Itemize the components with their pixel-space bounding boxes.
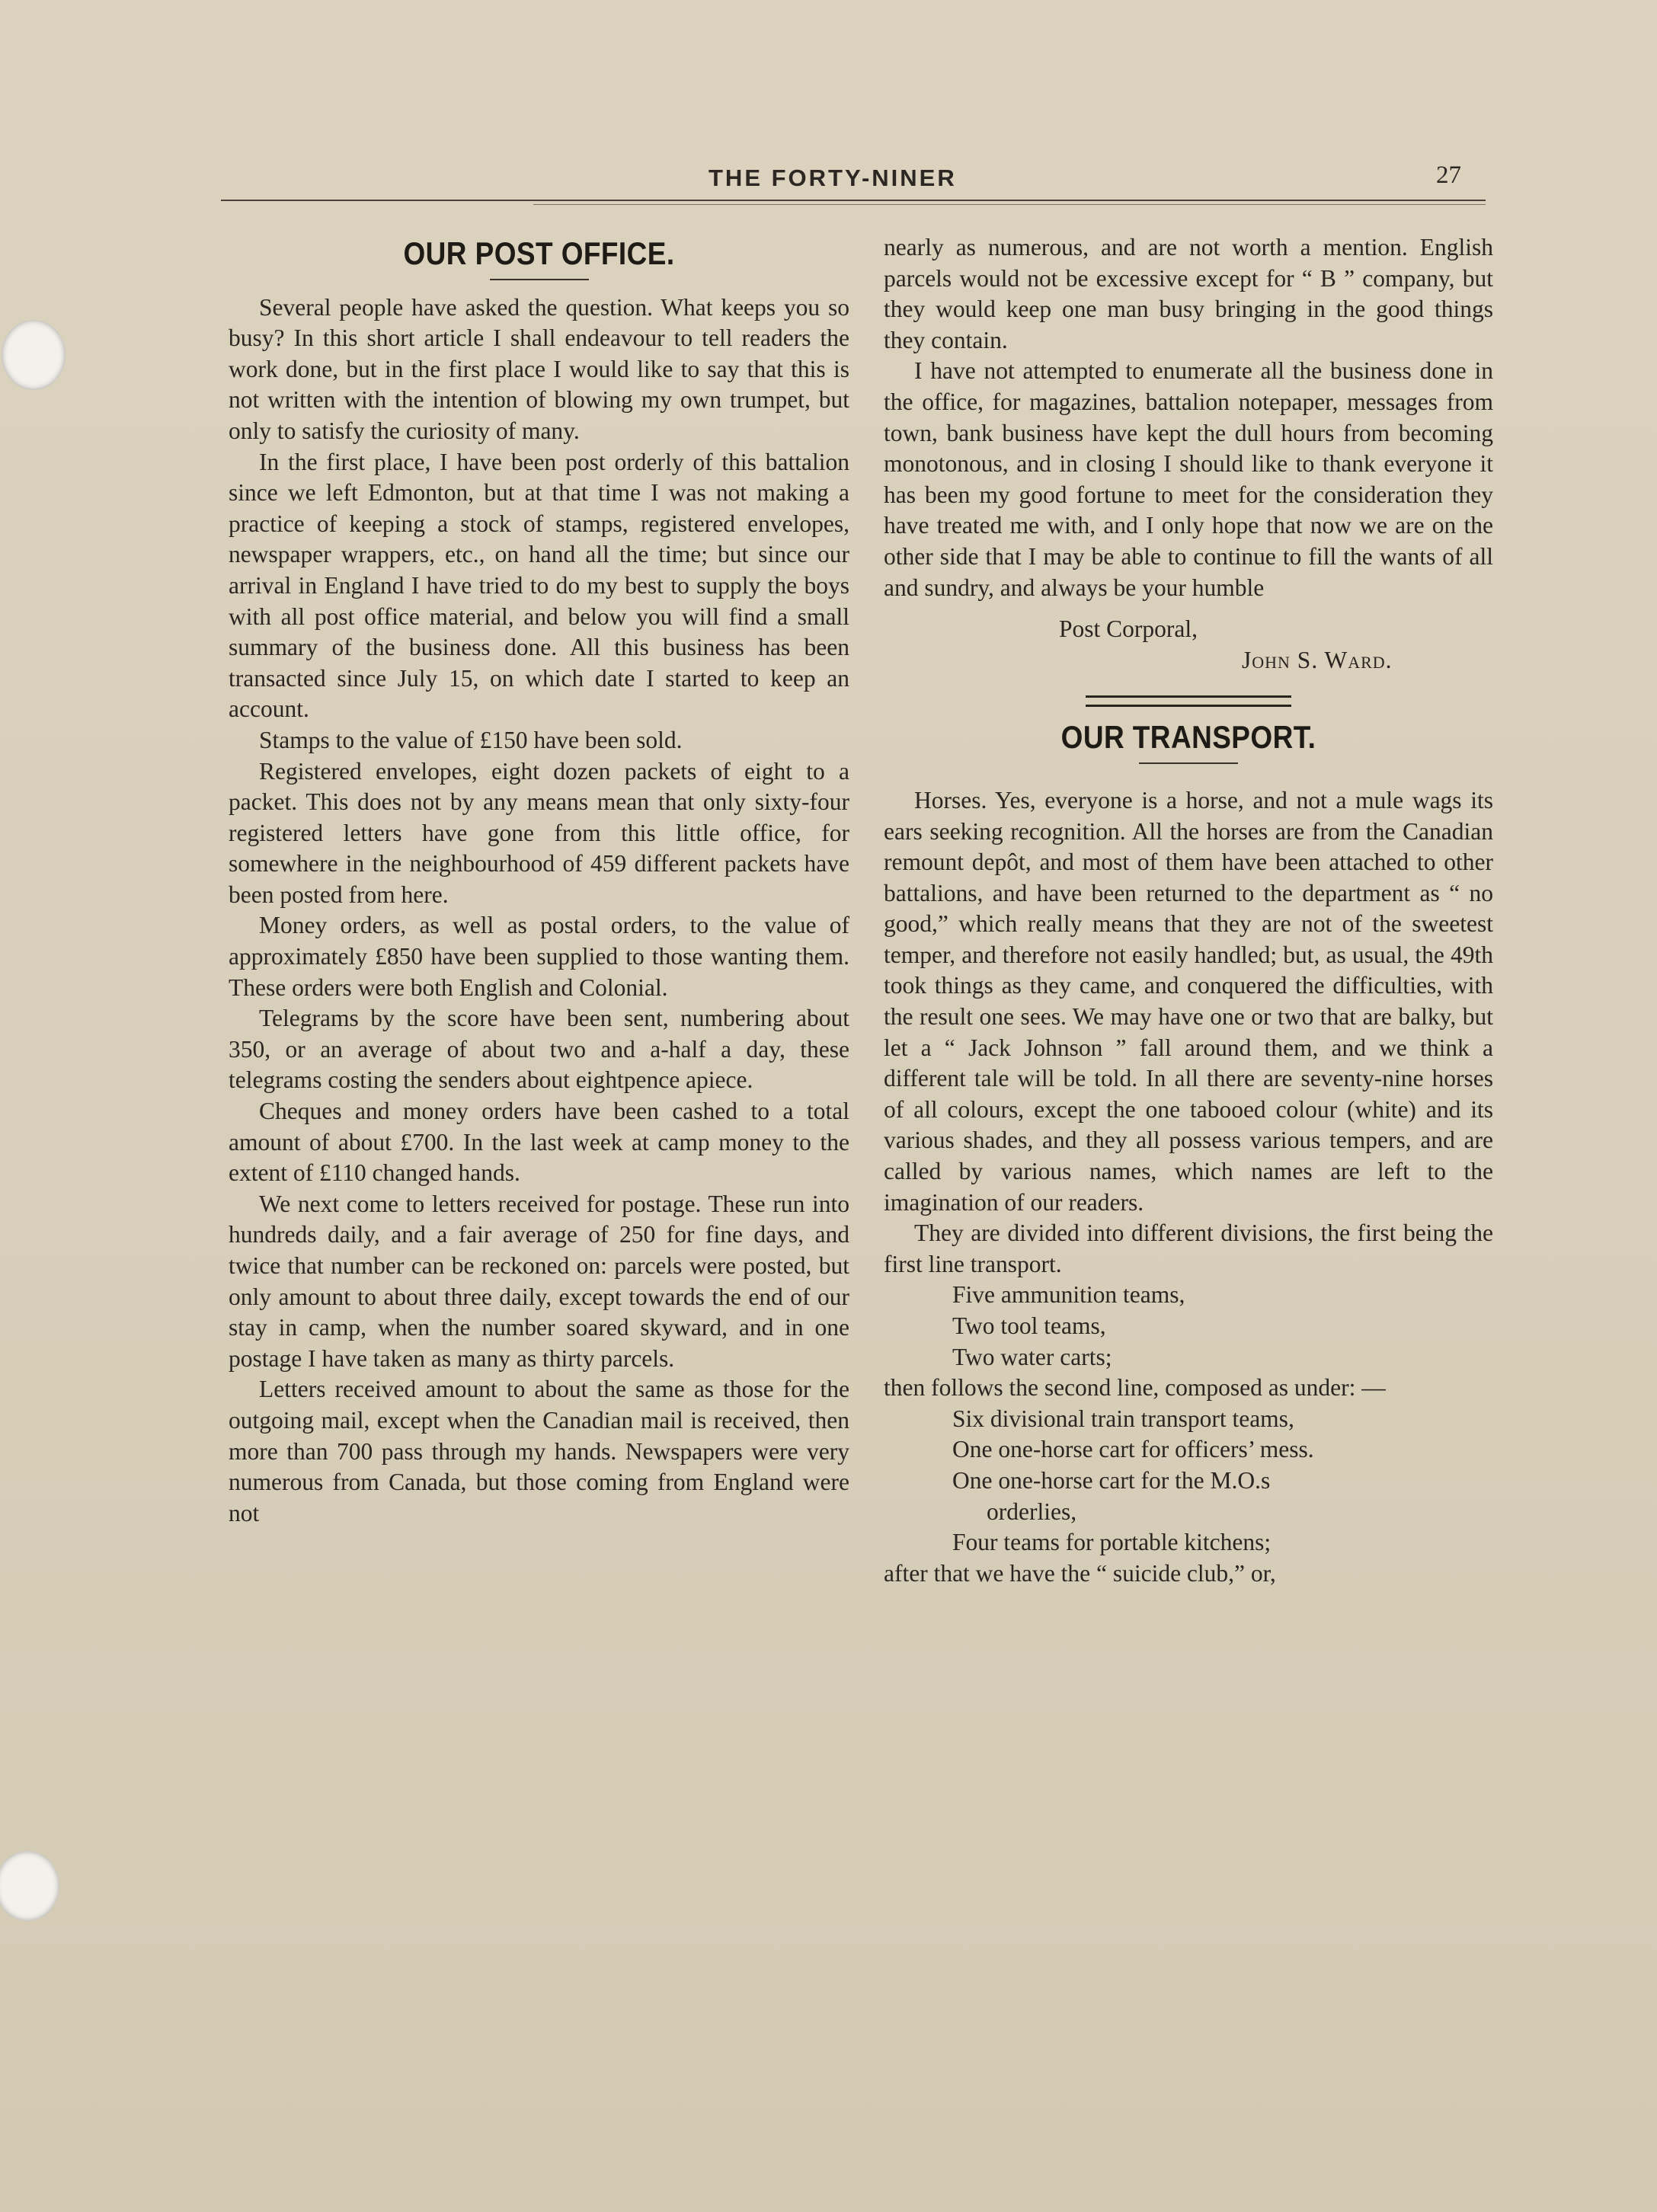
article-title-post-office: OUR POST OFFICE. (403, 235, 675, 271)
paragraph: They are divided into different divisions, the first being the first line transport. (884, 1219, 1493, 1277)
paragraph: after that we have the “ suicide club,” or, (884, 1559, 1276, 1587)
list-item: Two tool teams, (952, 1312, 1106, 1339)
header-rule-thin (533, 204, 1486, 205)
signature-rank: Post Corporal, (1059, 615, 1198, 643)
paragraph: Stamps to the value of £150 have been sold. (259, 726, 683, 753)
title-rule (1139, 762, 1238, 764)
signature-name: John S. Ward. (1242, 646, 1393, 673)
left-column (229, 232, 849, 1529)
paragraph: then follows the second line, composed as under: — (884, 1374, 1386, 1402)
paragraph-continuation: nearly as numerous, and are not worth a mention. English parcels would not be excessive except for “ B ” company, but they would keep one man busy bringing in the good things they contain. (884, 234, 1493, 353)
title-rule (490, 279, 589, 280)
paragraph: We next come to letters received for postage. These run into hundreds daily, and a fair average of 250 for fine days, and twice that number can be reckoned on: parcels were posted, but only amount to about three daily, except towards the end of our stay in camp, when the number soared skyward, and in one postage I have taken as many as thirty parcels. (229, 1190, 849, 1372)
list-item: One one-horse cart for the M.O.s (952, 1466, 1271, 1494)
paragraph: Cheques and money orders have been cashed to a total amount of about £700. In the last week at camp money to the extent of £110 changed hands. (229, 1098, 849, 1187)
list-item: Two water carts; (952, 1343, 1112, 1370)
paragraph: I have not attempted to enumerate all the business done in the office, for magazines, battalion notepaper, messages from town, bank business have kept the dull hours from becoming monotonous, and in closing I should like to thank everyone it has been my good fortune to meet for the consideration they have treated me with, and I only hope that now we are on the other side that I may be able to continue to fill the wants of all and sundry, and always be your humble (884, 357, 1493, 601)
punch-hole (2, 320, 66, 390)
header-rule (221, 200, 1486, 201)
paragraph: In the first place, I have been post orderly of this battalion since we left Edmonton, but at that time I was not making a practice of keeping a stock of stamps, registered envelopes, newspaper wrappers, etc., on hand all the time; but since our arrival in England I have tried to do my best to supply the boys with all post office material, and below you will find a small summary of the business done. All this business has been transacted since July 15, on which date I started to keep an account. (229, 448, 849, 723)
list-item: Six divisional train transport teams, (952, 1405, 1294, 1432)
right-column (884, 232, 1493, 1589)
paragraph: Telegrams by the score have been sent, numbering about 350, or an average of about two and a-half a day, these telegrams costing the senders about eightpence apiece. (229, 1005, 849, 1094)
paragraph: Letters received amount to about the same as those for the outgoing mail, except when the Canadian mail is received, then more than 700 pass through my hands. Newspapers were very numerous from Canada, but those coming from England were not (229, 1376, 849, 1526)
list-item: Four teams for portable kitchens; (952, 1529, 1272, 1556)
paragraph: Horses. Yes, everyone is a horse, and not a mule wags its ears seeking recognition. All the horses are from the Canadian remount depôt, and most of them have been attached to other battalions, and have been returned to the department as “ no good,” which really means that they are not of the sweetest temper, and therefore not easily handled; but, as usual, the 49th took things as they came, and conquered the difficulties, with the result one sees. We may have one or two that are balky, but let a “ Jack Johnson ” fall around them, and we think a different tale will be told. In all there are seventy-nine horses of all colours, except the one tabooed colour (white) and its various shades, and they all possess various tempers, and are called by various names, which names are left to the imagination of our readers. (884, 786, 1493, 1216)
list-item: Five ammunition teams, (952, 1281, 1185, 1309)
list-item-continuation: orderlies, (987, 1498, 1077, 1525)
paragraph: Several people have asked the question. What keeps you so busy? In this short article I shall endeavour to tell readers the work done, but in the first place I would like to say that this is not written with the intention of blowing my own trumpet, but only to satisfy the curiosity of many. (229, 293, 849, 444)
running-title: THE FORTY-NINER (709, 165, 957, 191)
punch-hole (0, 1851, 59, 1921)
article-title-transport: OUR TRANSPORT. (1060, 719, 1316, 756)
paragraph: Money orders, as well as postal orders, to the value of approximately £850 have been supplied to those wanting them. These orders were both English and Colonial. (229, 912, 849, 1001)
page-number: 27 (1436, 161, 1461, 189)
paragraph: Registered envelopes, eight dozen packets of eight to a packet. This does not by any means mean that only sixty-four registered letters have gone from this little office, for somewhere in the neighbourhood of 459 different packets have been posted from here. (229, 757, 849, 908)
list-item: One one-horse cart for officers’ mess. (952, 1436, 1314, 1463)
section-divider (1086, 695, 1291, 707)
